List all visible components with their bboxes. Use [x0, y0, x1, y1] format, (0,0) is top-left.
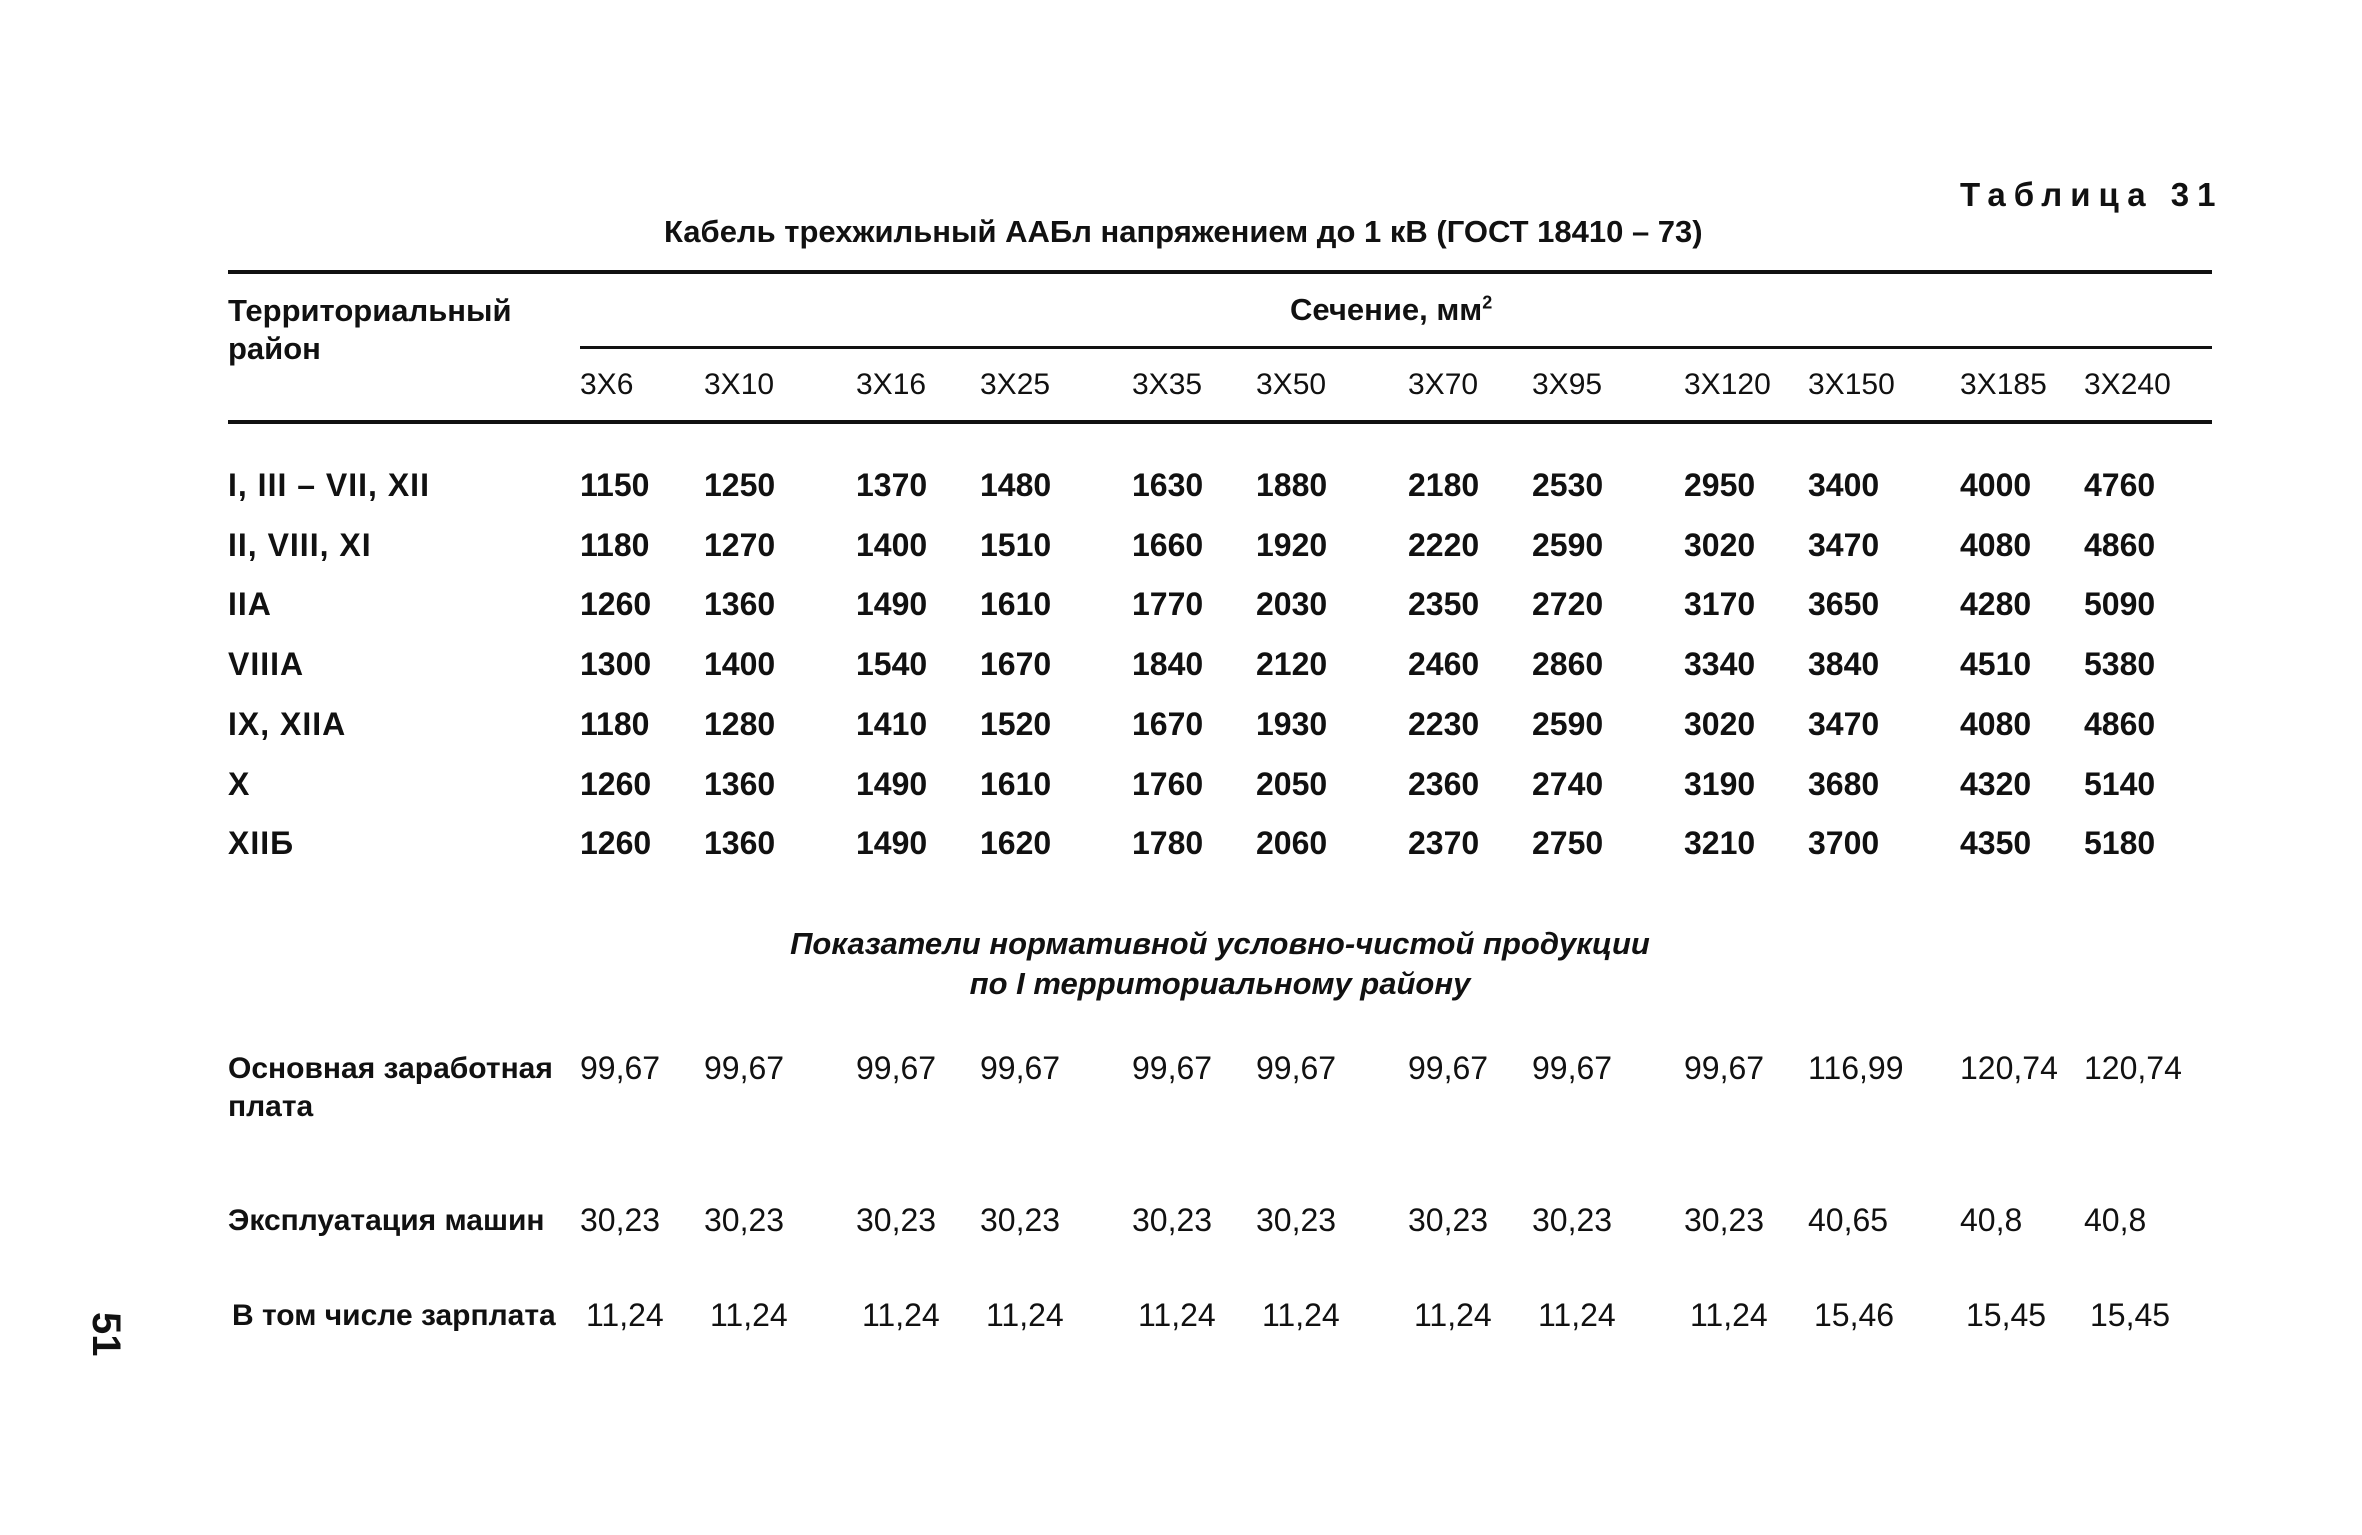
indicator-value: 99,67 [1256, 1050, 1337, 1086]
indicator-value: 11,24 [986, 1297, 1064, 1333]
indicator-value: 11,24 [1538, 1297, 1616, 1333]
table-cell: 2740 [1532, 766, 1604, 802]
table-cell: 4080 [1960, 527, 2032, 563]
indicators-subtitle-line2: по I территориальному району [969, 966, 1471, 1001]
page-number: 51 [84, 1312, 128, 1357]
table-cell: 3680 [1808, 766, 1880, 802]
table-cell: 2350 [1408, 586, 1480, 622]
indicator-value: 30,23 [1532, 1202, 1613, 1238]
table-cell: 4080 [1960, 706, 2032, 742]
table-cell: 1670 [1132, 706, 1204, 742]
table-cell: 1360 [704, 586, 776, 622]
table-cell: 1490 [856, 825, 928, 861]
table-cell: 2460 [1408, 646, 1480, 682]
indicator-value: 30,23 [856, 1202, 937, 1238]
table-cell: 1370 [856, 467, 928, 503]
table-cell: 1280 [704, 706, 776, 742]
indicator-value: 40,8 [2084, 1202, 2147, 1238]
table-cell: 1480 [980, 467, 1052, 503]
table-number-label: Таблица 31 [1960, 176, 2224, 213]
section-header [1290, 292, 1492, 328]
table-cell: 1520 [980, 706, 1052, 742]
indicator-label: Эксплуатация машин [228, 1204, 545, 1237]
table-cell: 4280 [1960, 586, 2032, 622]
indicator-value: 15,45 [1966, 1297, 2047, 1333]
table-cell: 2860 [1532, 646, 1604, 682]
table-cell: 3700 [1808, 825, 1880, 861]
table-cell: 2050 [1256, 766, 1328, 802]
table-cell: 2720 [1532, 586, 1604, 622]
column-header: 3X120 [1684, 368, 1771, 401]
indicator-value: 15,45 [2090, 1297, 2171, 1333]
indicator-value: 30,23 [980, 1202, 1061, 1238]
indicator-value: 120,74 [2084, 1050, 2182, 1086]
indicator-value: 116,99 [1808, 1050, 1904, 1086]
section-header-label: Сечение, мм [1290, 292, 1483, 327]
indicator-value: 30,23 [1684, 1202, 1765, 1238]
indicator-label: Основная заработная плата [228, 1052, 553, 1123]
indicator-value: 99,67 [1684, 1050, 1765, 1086]
table-cell: 2360 [1408, 766, 1480, 802]
section-rule [580, 346, 2212, 349]
column-header: 3X150 [1808, 368, 1895, 401]
column-header: 3X25 [980, 368, 1051, 401]
table-cell: 1260 [580, 825, 652, 861]
district-header [228, 292, 512, 368]
table-cell: 3210 [1684, 825, 1756, 861]
indicator-value: 99,67 [1132, 1050, 1213, 1086]
table-cell: 4860 [2084, 706, 2156, 742]
column-header: 3X10 [704, 368, 775, 401]
table-cell: 1270 [704, 527, 776, 563]
table-cell: 1490 [856, 766, 928, 802]
indicator-value: 99,67 [980, 1050, 1061, 1086]
table-cell: 1610 [980, 586, 1052, 622]
indicator-value: 99,67 [856, 1050, 937, 1086]
indicator-value: 99,67 [704, 1050, 785, 1086]
indicator-value: 120,74 [1960, 1050, 2058, 1086]
table-cell: 1540 [856, 646, 928, 682]
table-cell: 4760 [2084, 467, 2156, 503]
row-district-label: IIА [228, 586, 272, 622]
table-cell: 1180 [580, 527, 650, 563]
column-header: 3X95 [1532, 368, 1603, 401]
indicator-value: 11,24 [1690, 1297, 1768, 1333]
indicator-value: 30,23 [1256, 1202, 1337, 1238]
indicator-value: 11,24 [710, 1297, 788, 1333]
table-cell: 1360 [704, 766, 776, 802]
table-cell: 2590 [1532, 527, 1604, 563]
table-cell: 5180 [2084, 825, 2156, 861]
table-caption: Кабель трехжильный ААБл напряжением до 1 кВ (ГОСТ 18410 – 73) [664, 214, 1703, 249]
row-district-label: VIIIА [228, 646, 305, 682]
section-header-unit-superscript: 2 [1482, 292, 1493, 313]
indicator-label: В том числе зарплата [232, 1299, 556, 1332]
header-bottom-rule [228, 420, 2212, 424]
table-cell: 2230 [1408, 706, 1480, 742]
table-cell: 3170 [1684, 586, 1756, 622]
table-cell: 2030 [1256, 586, 1328, 622]
row-district-label: II, VIII, XI [228, 527, 372, 563]
indicator-value: 99,67 [1408, 1050, 1489, 1086]
column-header: 3X240 [2084, 368, 2171, 401]
indicator-value: 15,46 [1814, 1297, 1895, 1333]
row-district-label: X [228, 766, 251, 802]
table-cell: 1490 [856, 586, 928, 622]
row-district-label: I, III – VII, XII [228, 467, 430, 503]
table-cell: 2590 [1532, 706, 1604, 742]
table-cell: 1510 [980, 527, 1052, 563]
indicator-value: 99,67 [1532, 1050, 1613, 1086]
column-header: 3X6 [580, 368, 634, 401]
table-cell: 4350 [1960, 825, 2032, 861]
table-cell: 2120 [1256, 646, 1328, 682]
table-cell: 3020 [1684, 527, 1756, 563]
indicator-value: 30,23 [704, 1202, 785, 1238]
table-cell: 2060 [1256, 825, 1328, 861]
table-cell: 1670 [980, 646, 1052, 682]
table-cell: 1300 [580, 646, 652, 682]
indicator-value: 11,24 [1138, 1297, 1216, 1333]
table-cell: 1780 [1132, 825, 1204, 861]
column-header: 3X16 [856, 368, 927, 401]
table-cell: 4510 [1960, 646, 2032, 682]
table-cell: 1610 [980, 766, 1052, 802]
indicator-value: 11,24 [862, 1297, 940, 1333]
table-cell: 3340 [1684, 646, 1756, 682]
district-header-line2: район [228, 331, 321, 366]
table-cell: 5380 [2084, 646, 2156, 682]
table-cell: 4320 [1960, 766, 2032, 802]
table-cell: 2370 [1408, 825, 1480, 861]
table-cell: 1400 [704, 646, 776, 682]
indicator-value: 30,23 [580, 1202, 661, 1238]
indicator-value: 30,23 [1408, 1202, 1489, 1238]
column-header: 3X185 [1960, 368, 2047, 401]
table-cell: 2750 [1532, 825, 1604, 861]
table-cell: 1620 [980, 825, 1052, 861]
table-cell: 5140 [2084, 766, 2156, 802]
indicators-subtitle-line1: Показатели нормативной условно-чистой продукции [790, 926, 1650, 961]
table-cell: 1250 [704, 467, 776, 503]
row-district-label: IX, XIIА [228, 706, 347, 742]
table-cell: 1150 [580, 467, 650, 503]
row-district-label: XIIБ [228, 825, 295, 861]
indicator-value: 40,8 [1960, 1202, 2023, 1238]
table-cell: 1840 [1132, 646, 1204, 682]
table-cell: 3190 [1684, 766, 1756, 802]
district-header-line1: Территориальный [228, 293, 512, 328]
table-cell: 1920 [1256, 527, 1328, 563]
table-cell: 2180 [1408, 467, 1480, 503]
table-cell: 1260 [580, 586, 652, 622]
column-header: 3X35 [1132, 368, 1203, 401]
table-cell: 3400 [1808, 467, 1880, 503]
table-cell: 4000 [1960, 467, 2032, 503]
table-cell: 1260 [580, 766, 652, 802]
table-cell: 2530 [1532, 467, 1604, 503]
table-cell: 2220 [1408, 527, 1480, 563]
indicator-value: 99,67 [580, 1050, 661, 1086]
table-cell: 1360 [704, 825, 776, 861]
table-cell: 1660 [1132, 527, 1204, 563]
indicator-value: 40,65 [1808, 1202, 1889, 1238]
table-cell: 1760 [1132, 766, 1204, 802]
table-cell: 1180 [580, 706, 650, 742]
table-cell: 3020 [1684, 706, 1756, 742]
table-cell: 3840 [1808, 646, 1880, 682]
table-cell: 1410 [856, 706, 928, 742]
table-cell: 3470 [1808, 706, 1880, 742]
table-cell: 3470 [1808, 527, 1880, 563]
table-cell: 3650 [1808, 586, 1880, 622]
top-rule [228, 270, 2212, 274]
indicator-value: 11,24 [1414, 1297, 1492, 1333]
table-cell: 1880 [1256, 467, 1328, 503]
column-header: 3X70 [1408, 368, 1479, 401]
table-cell: 1930 [1256, 706, 1328, 742]
table-cell: 5090 [2084, 586, 2156, 622]
table-cell: 1400 [856, 527, 928, 563]
indicator-value: 11,24 [1262, 1297, 1340, 1333]
table-cell: 4860 [2084, 527, 2156, 563]
indicator-value: 11,24 [586, 1297, 664, 1333]
column-header: 3X50 [1256, 368, 1327, 401]
table-cell: 2950 [1684, 467, 1756, 503]
indicator-value: 30,23 [1132, 1202, 1213, 1238]
table-cell: 1770 [1132, 586, 1204, 622]
table-cell: 1630 [1132, 467, 1204, 503]
indicators-subtitle [600, 924, 1840, 1004]
